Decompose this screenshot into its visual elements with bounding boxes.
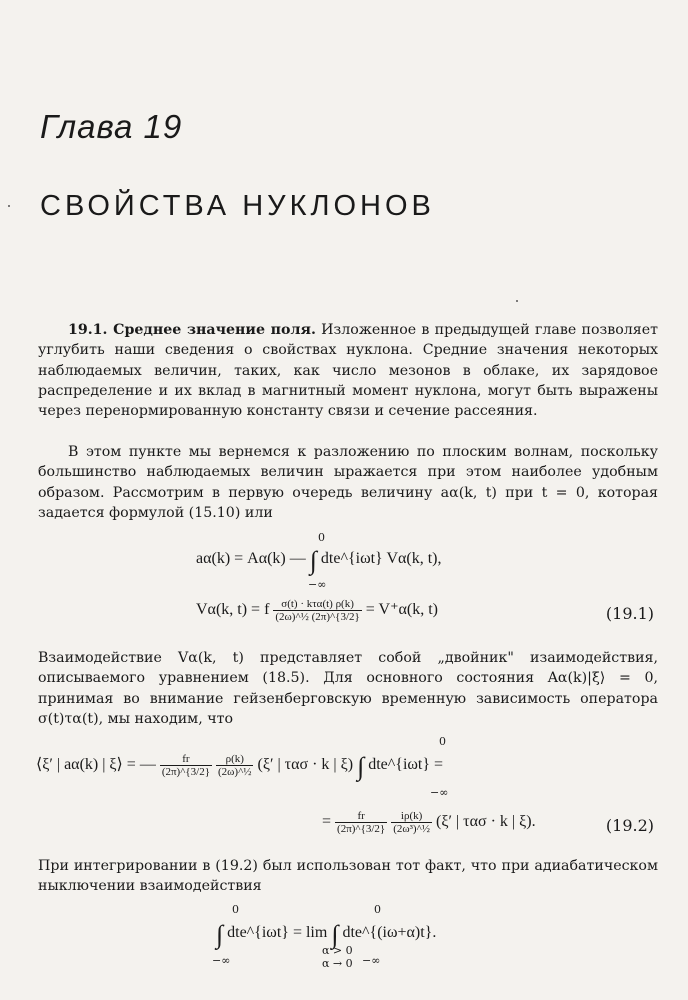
eq2-lower-limit: −∞ [430, 786, 449, 799]
paragraph-1-text: Изложенное в предыдущей главе позволяет углубить наши сведения о свойствах нуклона. Средние значения некоторых наблюдаемых величин, таких, как число мезонов в облаке, их зарядовое распределение и их вклад в магнитный момент нуклона, могут быть выражены через перенормированную константу связи и сечение рассеяния. [38, 322, 658, 420]
eq1b-denominator: (2ω)^½ (2π)^{3/2} [275, 611, 360, 623]
eq3-limit-condition-2: α → 0 [322, 957, 353, 970]
eq3-lower-limit-1: −∞ [212, 954, 231, 967]
eq2b-rhs: (ξ′ | τασ · k | ξ). [435, 813, 536, 831]
paragraph-2 [38, 442, 658, 523]
eq1b-lhs: Vα(k, t) = f [196, 601, 270, 619]
integral-sign: ∫ [331, 920, 339, 949]
equation-2b [322, 810, 536, 835]
eq2b-fraction-2 [391, 810, 432, 835]
paragraph-1 [38, 320, 658, 421]
eq2-rhs: dte^{iωt} = [368, 756, 444, 773]
integral-sign: ∫ [309, 546, 317, 575]
eq2-f1-numerator: fr [160, 753, 212, 766]
equation-1b [196, 598, 438, 623]
eq1b-fraction [273, 598, 361, 623]
eq2-fraction-1 [160, 753, 212, 778]
eq2-f2-numerator: ρ(k) [216, 753, 253, 766]
integral-sign: ∫ [216, 920, 224, 949]
eq2-mid: (ξ′ | τασ · k | ξ) [257, 756, 354, 773]
eq1-upper-limit: 0 [318, 531, 325, 544]
equation-number-19-2: (19.2) [605, 816, 654, 835]
scan-speck [8, 205, 10, 207]
eq3-upper-limit-2: 0 [374, 903, 381, 916]
eq2b-f1-numerator: fr [335, 810, 387, 823]
eq2-fraction-2 [216, 753, 253, 778]
equation-number-19-1: (19.1) [605, 604, 654, 623]
chapter-title: СВОЙСТВА НУКЛОНОВ [40, 190, 435, 222]
equation-1 [196, 546, 441, 576]
eq2-f1-denominator: (2π)^{3/2} [161, 765, 210, 778]
paragraph-2-text: В этом пункте мы вернемся к разложению по плоским волнам, поскольку большинство наблюдаемых величин ыражается при этом наиболее удобным образом. Рассмотрим в первую очередь величину aα(k, t) при t = 0, которая задается формулой (15.10) или [38, 444, 658, 521]
eq2-f2-denominator: (2ω)^½ [218, 765, 252, 778]
paragraph-3-text: Взаимодействие Vα(k, t) представляет собой „двойник" изаимодействия, описываемого уравнением (18.5). Для основного состояния Aα(k)|ξ⟩ = 0, принимая во внимание гейзенберговскую временную зависимость оператора σ(t)τα(t), мы находим, что [38, 650, 658, 727]
equation-2 [36, 752, 443, 782]
paragraph-4 [38, 856, 658, 897]
eq2-upper-limit: 0 [439, 735, 446, 748]
eq1-lower-limit: −∞ [308, 578, 327, 591]
eq1b-numerator: σ(t) · kτα(t) ρ(k) [273, 598, 361, 611]
eq2b-fraction-1 [335, 810, 387, 835]
eq1-lhs: aα(k) = Aα(k) — [196, 550, 306, 567]
eq3-lower-limit-2: −∞ [362, 954, 381, 967]
eq2-lhs: ⟨ξ′ | aα(k) | ξ⟩ = — [36, 756, 156, 773]
eq3-lhs: dte^{iωt} = lim [227, 924, 328, 941]
eq3-rhs: dte^{(iω+α)t}. [342, 924, 437, 941]
paragraph-3 [38, 648, 658, 729]
eq1b-rhs: = V⁺α(k, t) [365, 601, 438, 619]
section-heading: 19.1. Среднее значение поля. [68, 322, 316, 338]
eq3-limit-condition-1: α > 0 [322, 944, 353, 957]
chapter-label: Глава 19 [40, 108, 183, 145]
eq2b-f2-denominator: (2ω³)^½ [393, 823, 430, 835]
integral-sign: ∫ [357, 752, 365, 781]
eq2b-lhs: = [322, 813, 332, 831]
paragraph-4-text: При интегрировании в (19.2) был использован тот факт, что при адиабатическом ныключении взаимодействия [38, 858, 658, 895]
eq2b-f2-numerator: iρ(k) [391, 810, 432, 823]
scan-speck [516, 300, 518, 302]
eq1-rhs: dte^{iωt} Vα(k, t), [320, 550, 442, 567]
eq3-upper-limit-1: 0 [232, 903, 239, 916]
eq2b-f1-denominator: (2π)^{3/2} [337, 823, 386, 835]
